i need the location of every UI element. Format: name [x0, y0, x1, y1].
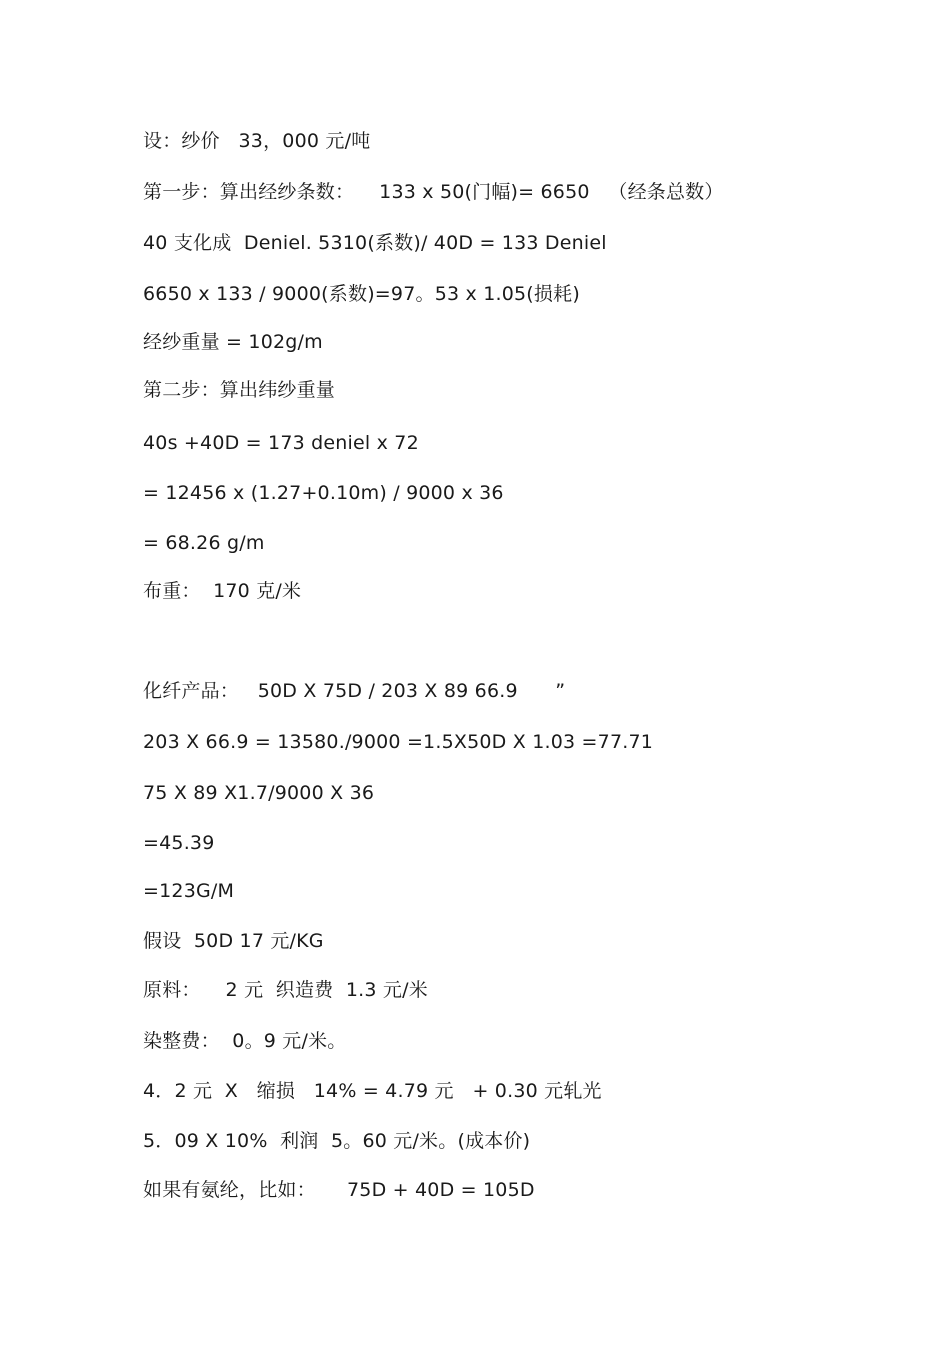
text-line-synthetic-warp-calc: 203 X 66.9 = 13580./9000 =1.5X50D X 1.03 =77.71 — [143, 731, 654, 753]
text-line-yarn-price: 设：纱价 33，000 元/吨 — [143, 130, 371, 152]
text-line-warp-calc: 6650 x 133 / 9000(系数)=97。53 x 1.05(损耗) — [143, 283, 580, 305]
text-line-step1-warp-count: 第一步：算出经纱条数： 133 x 50(门幅)= 6650 （经条总数） — [143, 181, 724, 203]
text-line-warp-weight: 经纱重量 = 102g/m — [143, 331, 323, 353]
text-line-step2-weft: 第二步：算出纬纱重量 — [143, 379, 336, 401]
text-line-dyeing-finishing: 染整费： 0。9 元/米。 — [143, 1030, 347, 1052]
text-line-shrinkage: 4．2 元 X 缩损 14% = 4.79 元 + 0.30 元轧光 — [143, 1080, 602, 1102]
text-line-weft-denier: 40s +40D = 173 deniel x 72 — [143, 432, 419, 454]
text-line-profit: 5．09 X 10% 利润 5。60 元/米。(成本价) — [143, 1130, 531, 1152]
text-line-weft-calc: = 12456 x (1.27+0.10m) / 9000 x 36 — [143, 482, 504, 504]
text-line-result-2: =123G/M — [143, 880, 235, 902]
text-line-synthetic-product: 化纤产品： 50D X 75D / 203 X 89 66.9 ” — [143, 680, 566, 702]
text-line-raw-material-weaving: 原料： 2 元 织造费 1.3 元/米 — [143, 979, 428, 1001]
text-line-denier-conversion: 40 支化成 Deniel. 5310(系数)/ 40D = 133 Deniel — [143, 232, 607, 254]
text-line-weft-weight: = 68.26 g/m — [143, 532, 265, 554]
text-line-synthetic-weft-calc: 75 X 89 X1.7/9000 X 36 — [143, 782, 375, 804]
text-line-assume-price: 假设 50D 17 元/KG — [143, 930, 324, 952]
text-line-fabric-weight: 布重： 170 克/米 — [143, 580, 302, 602]
text-line-result-1: =45.39 — [143, 832, 215, 854]
text-line-spandex: 如果有氨纶，比如： 75D + 40D = 105D — [143, 1179, 535, 1201]
